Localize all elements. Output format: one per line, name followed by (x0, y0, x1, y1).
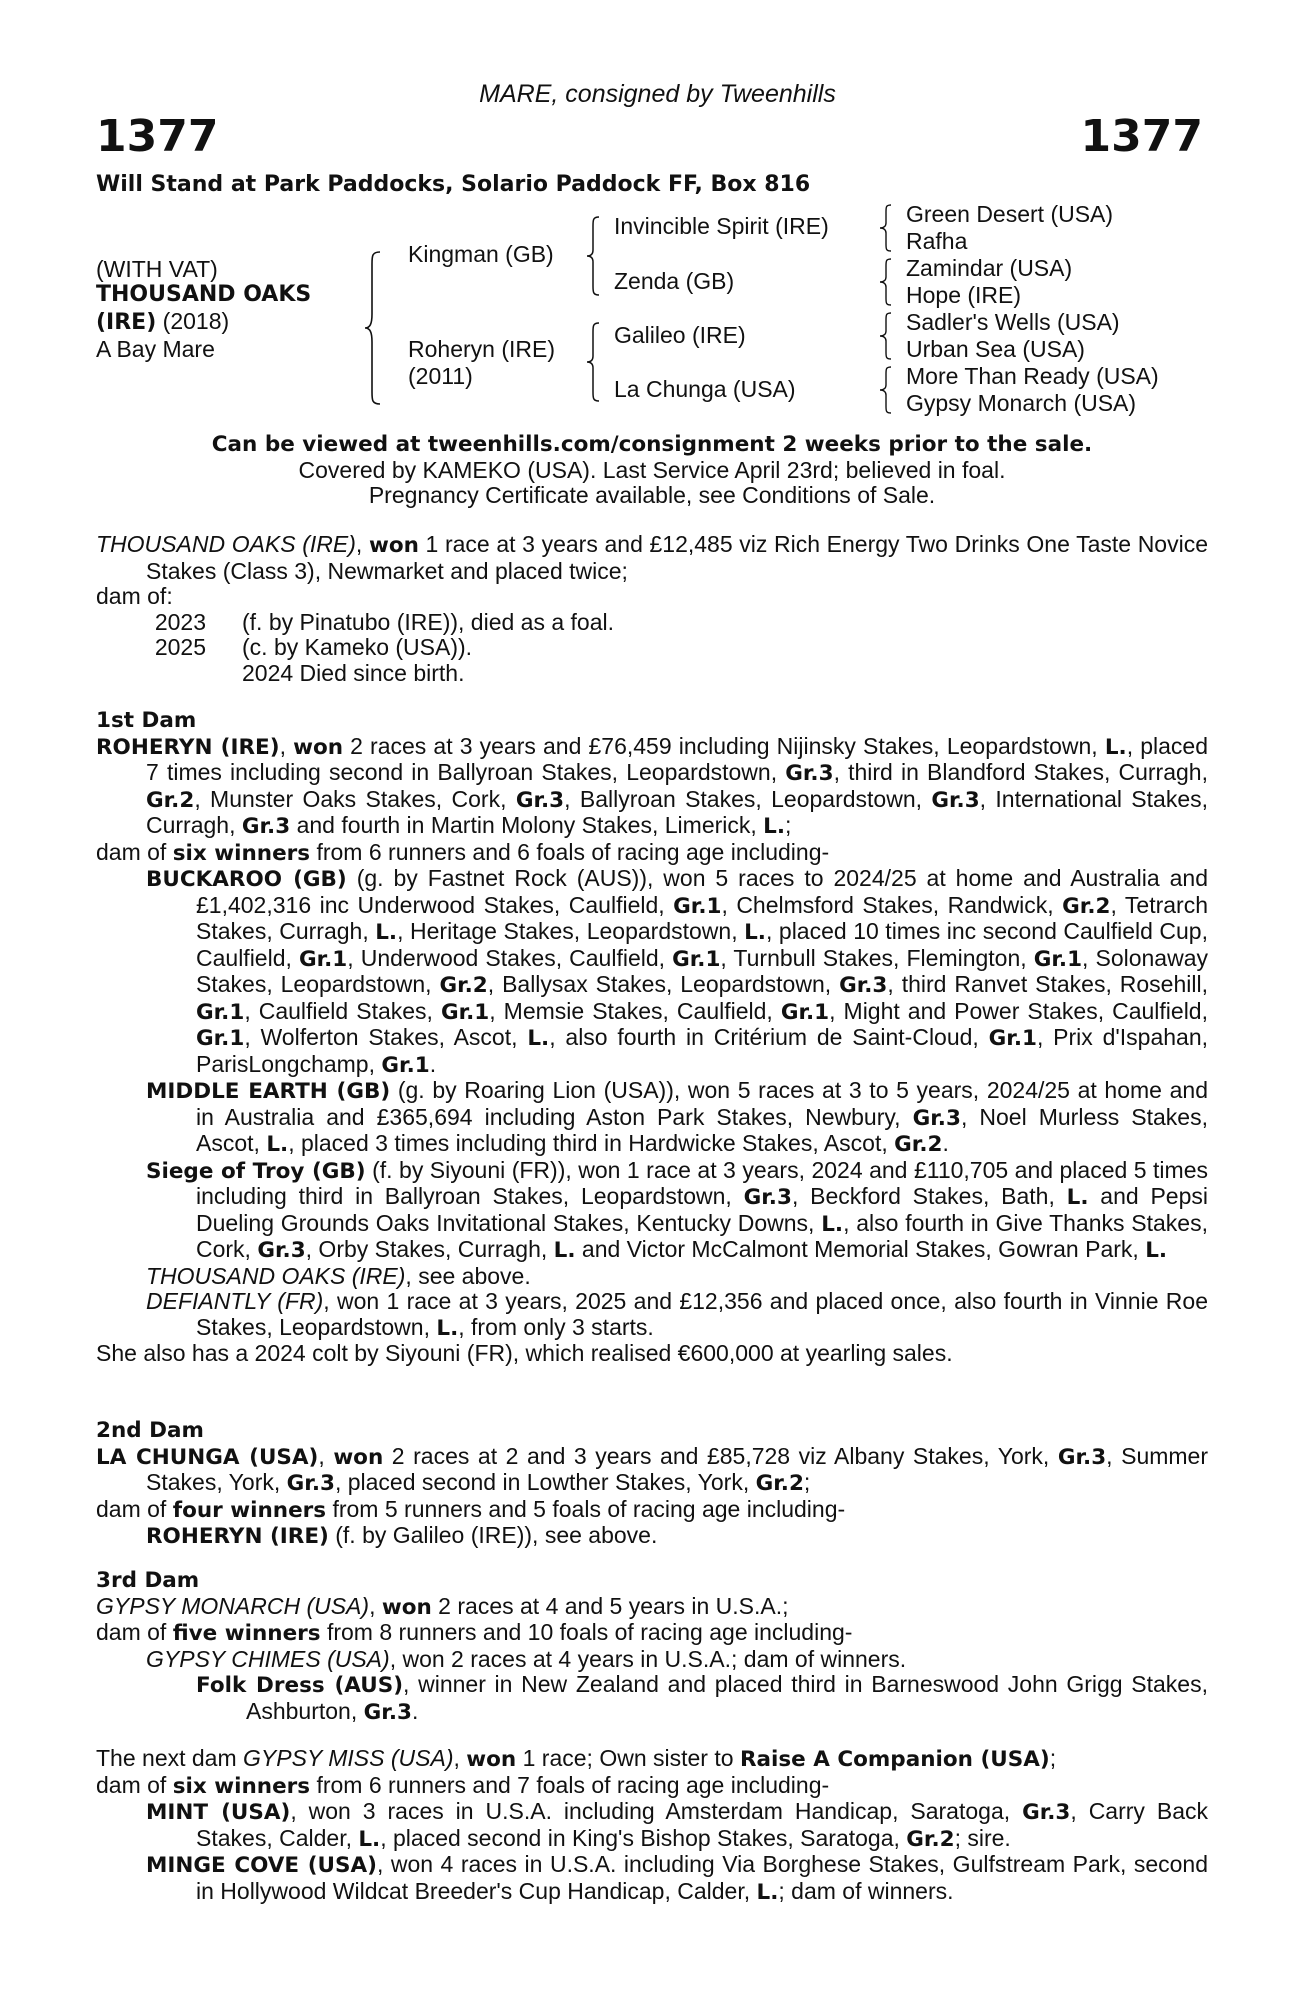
g3-ancestor: Rafha (906, 228, 968, 254)
dam-record: LA CHUNGA (USA), won 2 races at 2 and 3 years and £85,728 viz Albany Stakes, York, Gr.3, Summer Stakes, York, Gr.3, placed second in Lowther Stakes, York, Gr.2; (96, 1442, 1209, 1496)
brace-g3-3 (876, 310, 896, 362)
covered-note: Covered by KAMEKO (USA). Last Service April 23rd; believed in foal. (298, 456, 1006, 483)
progeny-siege-of-troy: Siege of Troy (GB) (f. by Siyouni (FR)), won 1 race at 3 years, 2024 and £110,705 and placed 5 times including third in Ballyroan Stakes, Leopardstown, Gr.3, Beckford Stakes, Bath, L. and Pepsi Dueling Grounds Oaks Invitational Stakes, Kentucky Downs, L., also fourth in Give Thanks Stakes, Cork, Gr.3, Orby Stakes, Curragh, L. and Victor McCalmont Memorial Stakes, Gowran Park, L. (146, 1156, 1208, 1263)
section-heading: 3rd Dam (96, 1568, 200, 1593)
dam-sire-name: Galileo (IRE) (614, 322, 746, 348)
horse-name: THOUSAND OAKS (IRE) (96, 531, 356, 557)
sire-dam-name: Zenda (GB) (614, 268, 735, 294)
dam-of-line: dam of five winners from 8 runners and 10 foals of racing age including- (96, 1619, 853, 1646)
progeny-buckaroo: BUCKAROO (GB) (g. by Fastnet Rock (AUS)), won 5 races to 2024/25 at home and Australia and £1,402,316 inc Underwood Stakes, Caulfield, Gr.1, Chelmsford Stakes, Randwick, Gr.2, Tetrarch Stakes, Curragh, L., Heritage Stakes, Leopardstown, L., placed 10 times inc second Caulfield Cup, Caulfield, Gr.1, Underwood Stakes, Caulfield, Gr.1, Turnbull Stakes, Flemington, Gr.1, Solonaway Stakes, Leopardstown, Gr.2, Ballysax Stakes, Leopardstown, Gr.3, third Ranvet Stakes, Rosehill, Gr.1, Caulfield Stakes, Gr.1, Memsie Stakes, Caulfield, Gr.1, Might and Power Stakes, Caulfield, Gr.1, Wolferton Stakes, Ascot, L., also fourth in Critérium de Saint-Cloud, Gr.1, Prix d'Ispahan, ParisLongchamp, Gr.1. (146, 865, 1209, 1078)
dam-record: ROHERYN (IRE), won 2 races at 3 years and £76,459 including Nijinsky Stakes, Leopardstown, L., placed 7 times including second in Ballyroan Stakes, Leopardstown, Gr.3, third in Blandford Stakes, Curragh, Gr.2, Munster Oaks Stakes, Cork, Gr.3, Ballyroan Stakes, Leopardstown, Gr.3, International Stakes, Curragh, Gr.3 and fourth in Martin Molony Stakes, Limerick, L.; (96, 732, 1209, 839)
foal-row: 2023 (f. by Pinatubo (IRE)), died as a foal. (154, 608, 615, 635)
produce-section (96, 532, 1208, 686)
pedigree-subject (96, 256, 311, 362)
vat-note: (WITH VAT) (96, 256, 218, 282)
dam-of-line: dam of six winners from 6 runners and 7 foals of racing age including- (96, 1771, 830, 1799)
horse-name-line2: (IRE) (96, 310, 157, 335)
progeny-thousand-oaks: THOUSAND OAKS (IRE), see above. (146, 1262, 531, 1289)
progeny-gypsy-chimes: GYPSY CHIMES (USA), won 2 races at 4 years in U.S.A.; dam of winners. (146, 1645, 907, 1672)
g3-ancestor: Green Desert (USA) (906, 201, 1114, 227)
progeny-minge-cove: MINGE COVE (USA), won 4 races in U.S.A. including Via Borghese Stakes, Gulfstream Park, second in Hollywood Wildcat Breeder's Cup Handicap, Calder, L.; dam of winners. (146, 1851, 1208, 1905)
dam-name-line1: Roheryn (IRE) (408, 336, 555, 362)
g3-ancestor: Urban Sea (USA) (906, 336, 1085, 362)
certificate-note: Pregnancy Certificate available, see Conditions of Sale. (368, 482, 936, 508)
progeny-mint: MINT (USA), won 3 races in U.S.A. including Amsterdam Handicap, Saratoga, Gr.3, Carry Back Stakes, Calder, L., placed second in King's Bishop Stakes, Saratoga, Gr.2; sire. (146, 1798, 1208, 1852)
progeny-middle-earth: MIDDLE EARTH (GB) (g. by Roaring Lion (USA)), won 5 races at 3 to 5 years, 2024/25 at home and in Australia and £365,694 including Aston Park Stakes, Newbury, Gr.3, Noel Murless Stakes, Ascot, L., placed 3 times including third in Hardwicke Stakes, Ascot, Gr.2. (146, 1077, 1208, 1157)
produce-record: THOUSAND OAKS (IRE), won 1 race at 3 years and £12,485 viz Rich Energy Two Drinks One Taste Novice Stakes (Class 3), Newmarket and placed twice; (96, 531, 1208, 584)
foal-row: 2025 (c. by Kameko (USA)). (154, 634, 473, 660)
g3-ancestor: Zamindar (USA) (906, 255, 1073, 281)
next-dam-section (96, 1746, 1208, 1905)
brace-sire (584, 214, 604, 298)
g3-ancestor: Sadler's Wells (USA) (906, 309, 1120, 335)
consignor-line: MARE, consigned by Tweenhills (479, 80, 836, 108)
first-dam-section (96, 708, 1208, 1367)
dam-of-line: dam of four winners from 5 runners and 5 foals of racing age including- (96, 1495, 846, 1523)
foaling-year: (2018) (156, 308, 230, 334)
dam-record: GYPSY MONARCH (USA), won 2 races at 4 and 5 years in U.S.A.; (96, 1592, 789, 1620)
brace-g3-4 (876, 364, 896, 416)
g3-ancestor: Gypsy Monarch (USA) (906, 390, 1137, 416)
section-heading: 1st Dam (96, 708, 197, 733)
sire-name: Kingman (GB) (408, 241, 554, 267)
brace-subject (362, 248, 386, 408)
dam-dam-name: La Chunga (USA) (614, 376, 796, 402)
dam-name-line2: (2011) (408, 363, 473, 389)
section-heading: 2nd Dam (96, 1418, 204, 1443)
brace-g3-2 (876, 256, 896, 308)
second-dam-section (96, 1418, 1208, 1550)
g3-ancestor: More Than Ready (USA) (906, 363, 1159, 389)
dam-of-line: dam of six winners from 6 runners and 6 foals of racing age including- (96, 838, 830, 866)
brace-g3-1 (876, 202, 896, 254)
sale-notes (96, 432, 1208, 509)
lot-number-left: 1377 (96, 111, 219, 162)
lot-number-right: 1377 (1080, 111, 1203, 162)
foal-row: 2024 Died since birth. (242, 659, 465, 686)
brace-dam (584, 320, 604, 404)
g3-ancestor: Hope (IRE) (906, 282, 1022, 308)
progeny-roheryn: ROHERYN (IRE) (f. by Galileo (IRE)), see above. (146, 1522, 658, 1549)
stand-location: Will Stand at Park Paddocks, Solario Paddock FF, Box 816 (96, 172, 811, 197)
dam-of-label: dam of: (96, 583, 173, 609)
horse-description: A Bay Mare (96, 336, 215, 362)
horse-name-line1: THOUSAND OAKS (96, 282, 312, 307)
viewing-note: Can be viewed at tweenhills.com/consignment 2 weeks prior to the sale. (211, 432, 1093, 457)
dam-record: The next dam GYPSY MISS (USA), won 1 race; Own sister to Raise A Companion (USA); (96, 1745, 1057, 1772)
progeny-folk-dress: Folk Dress (AUS), winner in New Zealand and placed third in Barneswood John Grigg Stakes, Ashburton, Gr.3. (196, 1671, 1208, 1725)
progeny-defiantly: DEFIANTLY (FR), won 1 race at 3 years, 2025 and £12,356 and placed once, also fourth in Vinnie Roe Stakes, Leopardstown, L., from only 3 starts. (146, 1288, 1208, 1341)
yearling-note: She also has a 2024 colt by Siyouni (FR), which realised €600,000 at yearling sales. (96, 1340, 953, 1366)
sire-sire-name: Invincible Spirit (IRE) (614, 213, 829, 239)
third-dam-section (96, 1568, 1208, 1725)
